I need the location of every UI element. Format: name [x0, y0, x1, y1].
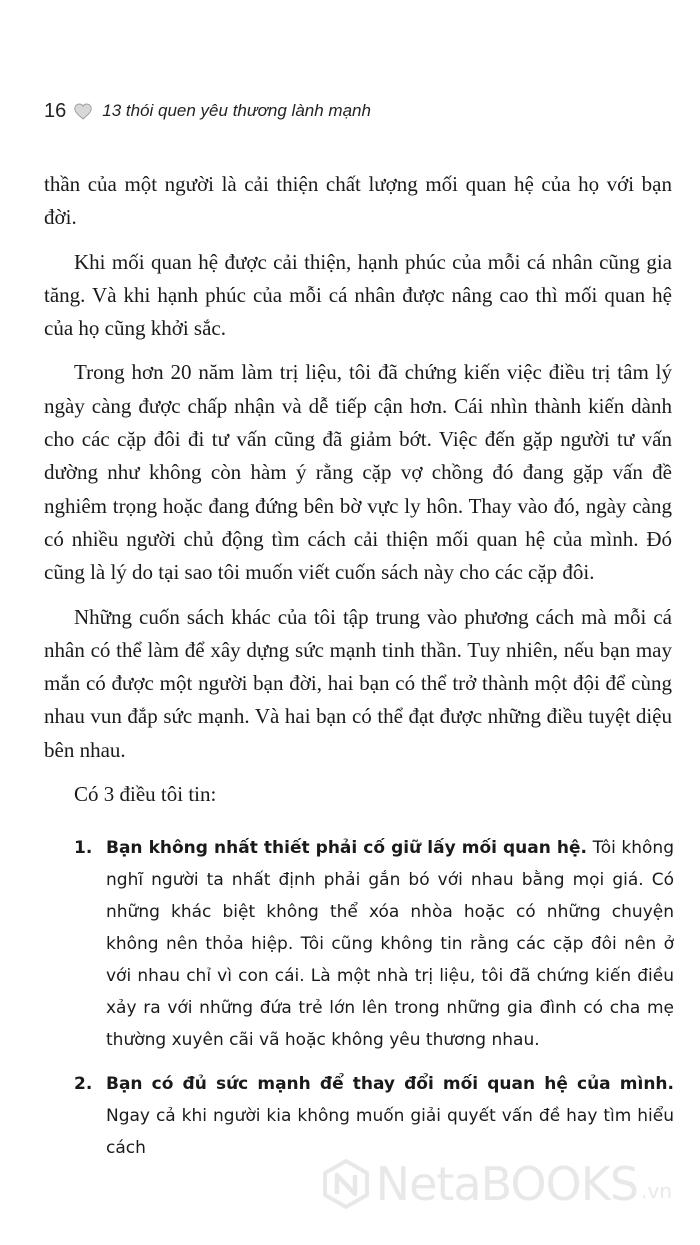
- body-text: [44, 168, 672, 829]
- list-intro: Có 3 điều tôi tin:: [74, 782, 217, 807]
- list-item-text: Ngay cả khi người kia không muốn giải quyết vấn đề hay tìm hiểu cách: [106, 1106, 674, 1158]
- list-item-lead: Bạn có đủ sức mạnh để thay đổi mối quan hệ của mình.: [106, 1074, 674, 1094]
- watermark-suffix: .vn: [641, 1179, 672, 1203]
- beliefs-list: [74, 832, 674, 1176]
- watermark-brand: NetaBOOKS: [375, 1157, 639, 1211]
- heart-icon: [74, 103, 92, 120]
- paragraph: Trong hơn 20 năm làm trị liệu, tôi đã chứng kiến việc điều trị tâm lý ngày càng được chấp nhận và dễ tiếp cận hơn. Cái nhìn thành kiến dành cho các cặp đôi đi tư vấn cũng đã giảm bớt. Việc đến gặp người tư vấn dường như không còn hàm ý rằng cặp vợ chồng đó đang gặp vấn đề nghiêm trọng hoặc đang đứng bên bờ vực ly hôn. Thay vào đó, ngày càng có nhiều người chủ động tìm cách cải thiện mối quan hệ của mình. Đó cũng là lý do tại sao tôi muốn viết cuốn sách này cho các cặp đôi.: [44, 360, 672, 585]
- running-header: [44, 96, 371, 126]
- list-item-lead: Bạn không nhất thiết phải cố giữ lấy mối quan hệ.: [106, 838, 588, 858]
- paragraph: Những cuốn sách khác của tôi tập trung vào phương cách mà mỗi cá nhân có thể làm để xây dựng sức mạnh tinh thần. Tuy nhiên, nếu bạn may mắn có được một người bạn đời, hai bạn có thể trở thành một đội để cùng nhau vun đắp sức mạnh. Và hai bạn có thể đạt được những điều tuyệt diệu bên nhau.: [44, 604, 672, 762]
- list-item: [74, 1068, 674, 1164]
- list-item-text: Tôi không nghĩ người ta nhất định phải gắn bó với nhau bằng mọi giá. Có những khác biệt không thể xóa nhòa hoặc có những chuyện không nên thỏa hiệp. Tôi cũng không tin rằng các cặp đôi nên ở với nhau chỉ vì con cái. Là một nhà trị liệu, tôi đã chứng kiến điều xảy ra với những đứa trẻ lớn lên trong những gia đình có cha mẹ thường xuyên cãi vã hoặc không yêu thương nhau.: [106, 838, 674, 1050]
- paragraph: Khi mối quan hệ được cải thiện, hạnh phúc của mỗi cá nhân cũng gia tăng. Và khi hạnh phúc của mỗi cá nhân được nâng cao thì mối quan hệ của họ cũng khởi sắc.: [44, 249, 672, 341]
- list-item-number: 1.: [74, 838, 93, 858]
- watermark: [320, 1157, 672, 1211]
- page-number: 16: [44, 99, 67, 122]
- paragraph: thần của một người là cải thiện chất lượng mối quan hệ của họ với bạn đời.: [44, 172, 672, 230]
- running-title: 13 thói quen yêu thương lành mạnh: [102, 101, 371, 120]
- list-item-number: 2.: [74, 1074, 93, 1094]
- list-item: [74, 832, 674, 1056]
- netabooks-logo-icon: [320, 1158, 372, 1210]
